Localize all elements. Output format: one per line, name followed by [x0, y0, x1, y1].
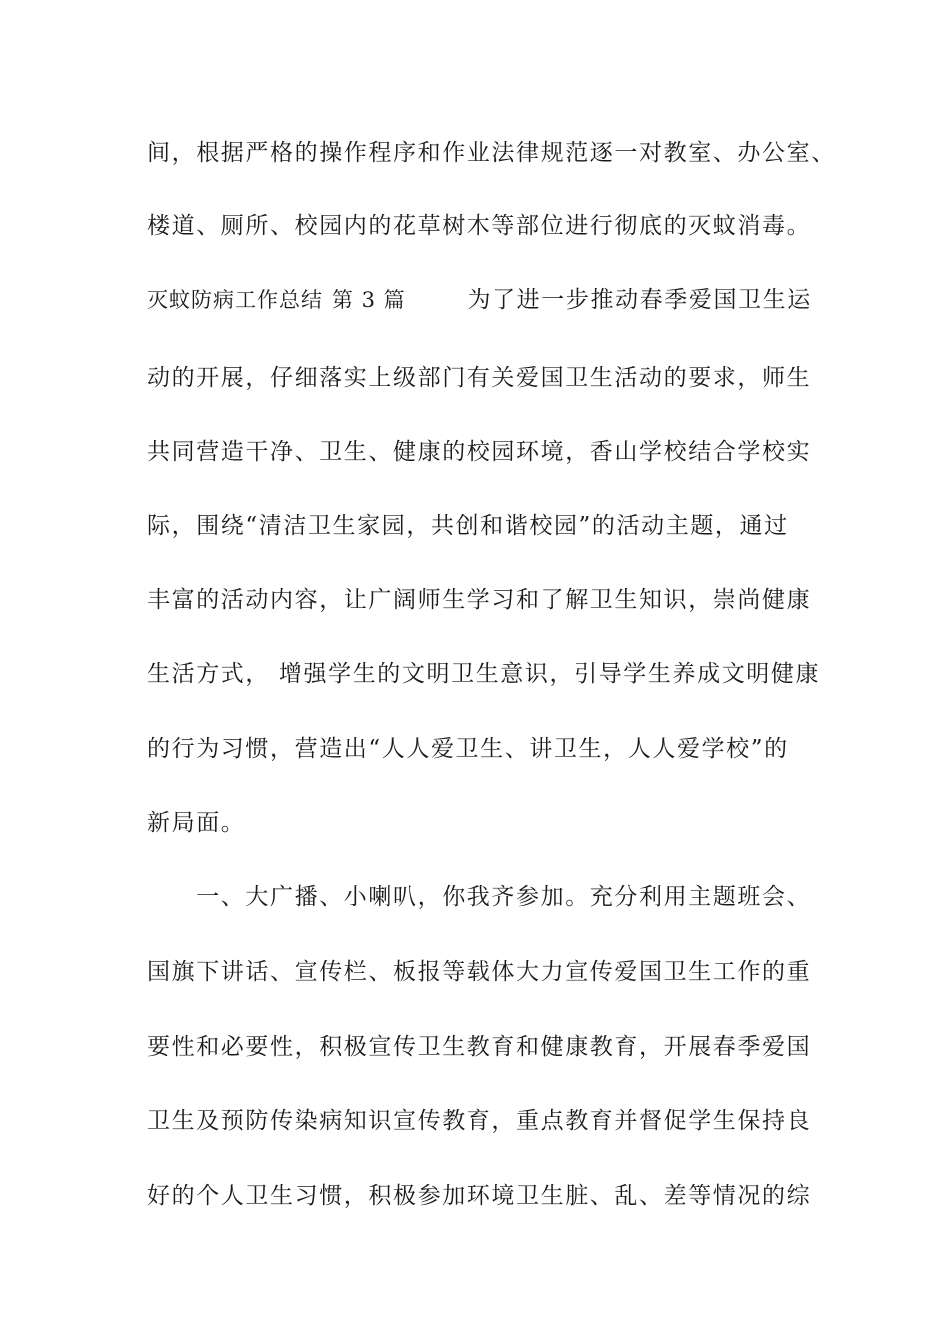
body-text-line: 卫生及预防传染病知识宣传教育，重点教育并督促学生保持良	[147, 1108, 812, 1134]
body-text-line: 楼道、厕所、校园内的花草树木等部位进行彻底的灭蚊消毒。	[147, 213, 812, 239]
section-title: 灭蚊防病工作总结	[147, 288, 323, 312]
body-text-line: 国旗下讲话、宣传栏、板报等载体大力宣传爱国卫生工作的重	[147, 959, 812, 985]
body-text-line: 的行为习惯，营造出“人人爱卫生、讲卫生，人人爱学校”的	[147, 736, 789, 762]
body-text-line: 一、大广播、小喇叭，你我齐参加。充分利用主题班会、	[147, 884, 812, 910]
body-text: 为了进一步推动春季爱国卫生运	[467, 287, 812, 313]
body-text-line: 要性和必要性，积极宣传卫生教育和健康教育，开展春季爱国	[147, 1034, 812, 1060]
body-text-line: 间，根据严格的操作程序和作业法律规范逐一对教室、办公室、	[147, 140, 836, 166]
body-text-line: 动的开展，仔细落实上级部门有关爱国卫生活动的要求，师生	[147, 365, 812, 391]
body-text-line: 好的个人卫生习惯，积极参加环境卫生脏、乱、差等情况的综	[147, 1183, 812, 1209]
body-text-line: 共同营造干净、卫生、健康的校园环境，香山学校结合学校实	[147, 439, 812, 465]
section-heading-line	[147, 285, 847, 315]
body-text-line: 生活方式， 增强学生的文明卫生意识，引导学生养成文明健康	[147, 661, 821, 687]
section-part-number: 第 3 篇	[331, 288, 406, 312]
body-text-line: 际，围绕“清洁卫生家园，共创和谐校园”的活动主题，通过	[147, 513, 789, 539]
body-text-line: 丰富的活动内容，让广阔师生学习和了解卫生知识，崇尚健康	[147, 587, 812, 613]
body-text-line: 新局面。	[147, 810, 246, 836]
